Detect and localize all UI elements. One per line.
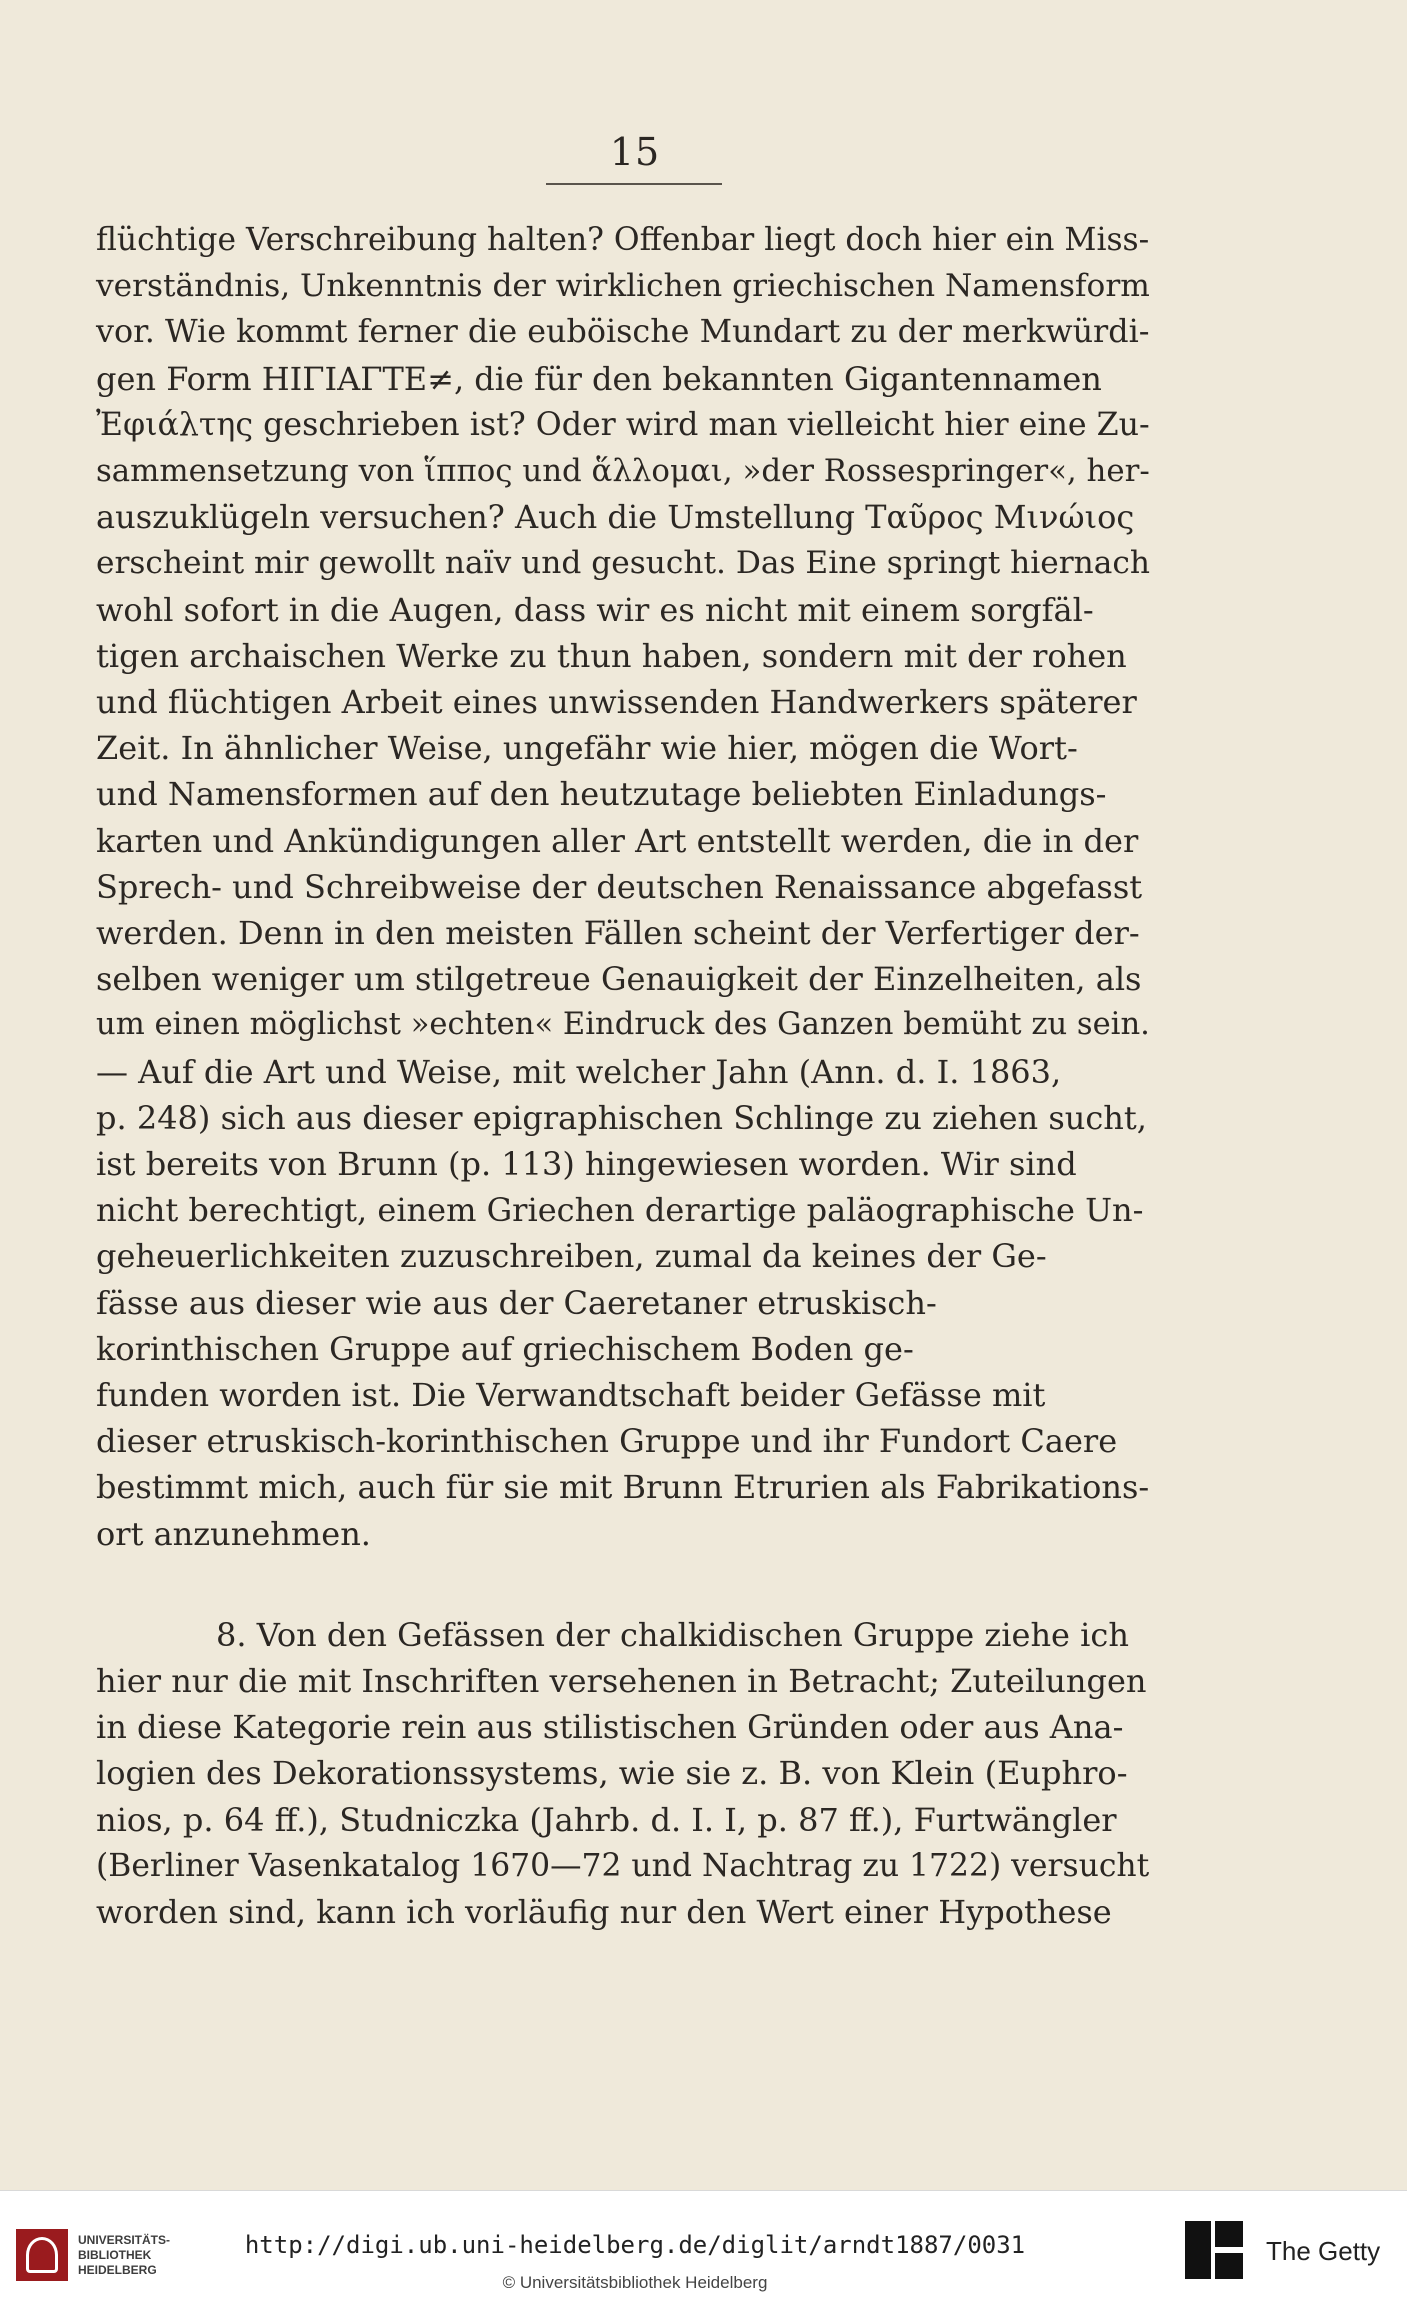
text-line: wohl sofort in die Augen, dass wir es nicht mit einem sorgfäl- (96, 590, 1094, 629)
text-line: gen Form HIΓIAΓTE≠, die für den bekannten Gigantennamen (96, 359, 1102, 398)
text-line: erscheint mir gewollt naïv und gesucht. Das Eine springt hiernach (96, 545, 1150, 582)
text-line: ort anzunehmen. (96, 1514, 371, 1553)
text-line: ist bereits von Brunn (p. 113) hingewiesen worden. Wir sind (96, 1145, 1077, 1183)
text-line: — Auf die Art und Weise, mit welcher Jahn (Ann. d. I. 1863, (96, 1052, 1062, 1091)
text-line: und Namensformen auf den heutzutage beliebten Einladungs- (96, 775, 1107, 814)
text-line: nios, p. 64 ff.), Studniczka (Jahrb. d. I. I, p. 87 ff.), Furtwängler (96, 1800, 1117, 1839)
text-line: dieser etruskisch-korinthischen Gruppe und ihr Fundort Caere (96, 1422, 1118, 1461)
text-line: nicht berechtigt, einem Griechen derartige paläographische Un- (96, 1191, 1144, 1230)
text-line: funden worden ist. Die Verwandtschaft beider Gefässe mit (96, 1376, 1046, 1414)
header-rule (546, 183, 722, 185)
text-line: Zeit. In ähnlicher Weise, ungefähr wie hier, mögen die Wort- (96, 729, 1078, 768)
text-line: (Berliner Vasenkatalog 1670—72 und Nachtrag zu 1722) versucht (96, 1847, 1150, 1884)
copyright-notice: © Universitätsbibliothek Heidelberg (502, 2273, 768, 2292)
text-line: und flüchtigen Arbeit eines unwissenden Handwerkers späterer (96, 683, 1137, 721)
text-line: flüchtige Verschreibung halten? Offenbar liegt doch hier ein Miss- (96, 222, 1150, 258)
text-line: tigen archaischen Werke zu thun haben, sondern mit der rohen (96, 636, 1127, 675)
text-line: geheuerlichkeiten zuzuschreiben, zumal da keines der Ge- (96, 1237, 1047, 1276)
text-line: verständnis, Unkenntnis der wirklichen griechischen Namensform (96, 268, 1150, 305)
page-number: 15 (609, 130, 661, 174)
text-line: Sprech- und Schreibweise der deutschen Renaissance abgefasst (96, 867, 1143, 906)
text-line: auszuklügeln versuchen? Auch die Umstellung Ταῦρος Μινώιος (96, 498, 1135, 537)
library-logo-text: UNIVERSITÄTS- BIBLIOTHEK HEIDELBERG (78, 2233, 171, 2277)
text-line: vor. Wie kommt ferner die euböische Mundart zu der merkwürdi- (96, 314, 1150, 351)
text-line: worden sind, kann ich vorläufig nur den Wert einer Hypothese (96, 1893, 1112, 1931)
text-line: logien des Dekorationssystems, wie sie z. B. von Klein (Euphro- (96, 1754, 1128, 1793)
text-line: sammensetzung von ἵππος und ἅλλομαι, »der Rossespringer«, her- (96, 453, 1150, 489)
text-line: p. 248) sich aus dieser epigraphischen Schlinge zu ziehen sucht, (96, 1098, 1147, 1137)
text-line: hier nur die mit Inschriften versehenen in Betracht; Zuteilungen (96, 1662, 1147, 1700)
footer (0, 2190, 1407, 2310)
text-line: werden. Denn in den meisten Fällen scheint der Verfertiger der- (96, 914, 1140, 952)
text-line: korinthischen Gruppe auf griechischem Boden ge- (96, 1329, 914, 1368)
text-line: selben weniger um stilgetreue Genauigkeit der Einzelheiten, als (96, 960, 1142, 999)
text-line: bestimmt mich, auch für sie mit Brunn Etrurien als Fabrikations- (96, 1468, 1150, 1507)
text-line: fässe aus dieser wie aus der Caeretaner etruskisch- (96, 1283, 937, 1322)
text-line: um einen möglichst »echten« Eindruck des Ganzen bemüht zu sein. (96, 1007, 1150, 1043)
getty-label: The Getty (1266, 2236, 1381, 2266)
text-line: Ἐφιάλτης geschrieben ist? Oder wird man vielleicht hier eine Zu- (96, 406, 1150, 443)
getty-logo-icon[interactable] (1185, 2221, 1243, 2279)
text-line: karten und Ankündigungen aller Art entstellt werden, die in der (96, 821, 1139, 860)
permalink-url[interactable]: http://digi.ub.uni-heidelberg.de/diglit/arndt1887/0031 (244, 2231, 1026, 2259)
text-line: 8. Von den Gefässen der chalkidischen Gruppe ziehe ich (216, 1615, 1129, 1654)
text-line: in diese Kategorie rein aus stilistischen Gründen oder aus Ana- (96, 1708, 1124, 1747)
